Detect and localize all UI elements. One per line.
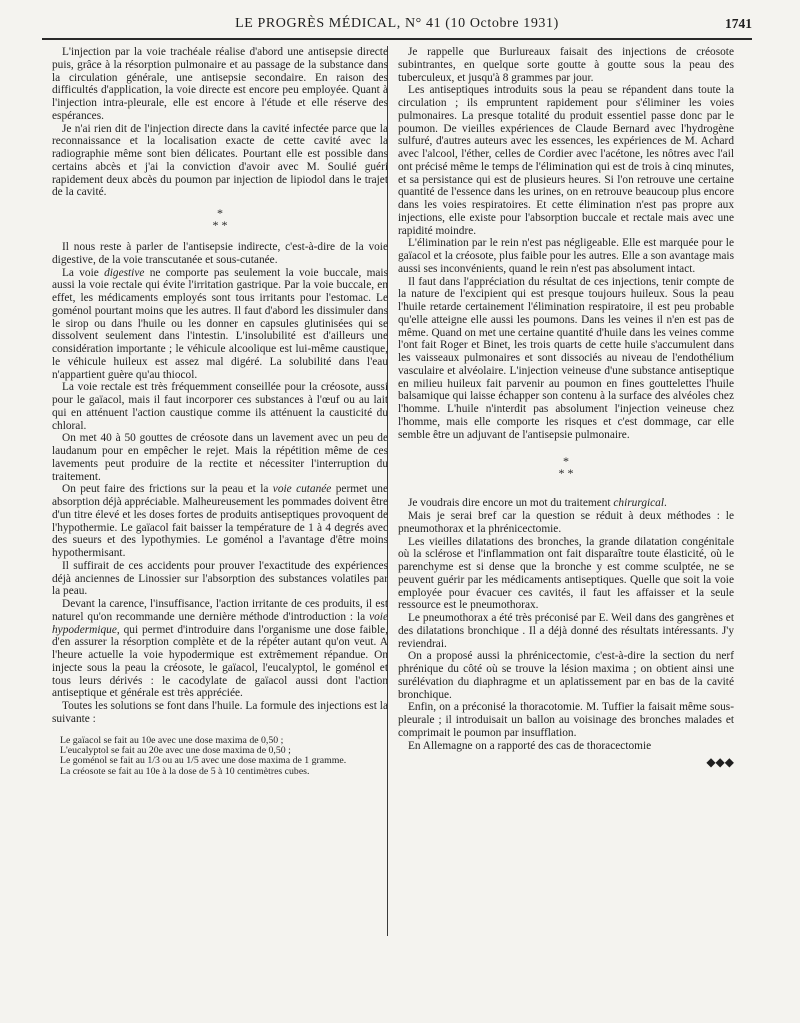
- page-number: 1741: [725, 16, 752, 31]
- journal-title: LE PROGRÈS MÉDICAL, N° 41 (10 Octobre 1931): [235, 16, 559, 31]
- formula-line: L'eucalyptol se fait au 20e avec une dose maxima de 0,50 ;: [60, 744, 291, 756]
- asterism: * * *: [558, 454, 574, 481]
- paragraph: Je n'ai rien dit de l'injection directe dans la cavité infectée parce que la reconnaissance et la localisation exacte de cette cavité avec la radiographie même sont bien délicates. Pourtant elle est possible dans certains abcès et j'ai la conviction d'avoir avec M. Soulié guéri rapidement deux abcès du poumon par injection de lipiodol dans le trajet de la cavité.: [52, 122, 388, 199]
- paragraph: [52, 267, 388, 382]
- text-run: On peut faire des frictions sur la peau et la: [62, 483, 273, 496]
- paragraph: Les antiseptiques introduits sous la peau se répandent dans toute la circulation ; ils empruntent rapidement pour s'éliminer les voies pulmonaires. La presque totalité du produit essentiel passe donc par le poumon. De vieilles expériences de Claude Bernard avec l'hydrogène sulfuré, d'autres auteurs avec les essences, les expériences de M. Achard avec l'alcool, l'éther, celles de Cordier avec l'acétone, les nôtres avec l'ail ont précisé même le temps de l'élimination qui est de trois à cinq minutes, et sa persistance qui est de plusieurs heures. Si l'on retrouve une certaine quantité de l'essence dans les urines, on en retrouve beaucoup plus encore dans les voies respiratoires. Et cette élimination n'est pas propre aux injections, elle existe pour l'absorption buccale et rectale mais avec une rapidité moindre.: [398, 84, 734, 237]
- right-column: [398, 46, 734, 769]
- end-ornament: ◆◆◆: [706, 755, 734, 770]
- text-run: ne comporte pas seulement la voie buccale, mais aussi la voie rectale qui évite l'irritation gastrique. Par la voie buccale, en effet, les médicaments employés sont tous irritants pour l'estomac. Le goménol pourtant moins que les autres. Il faut d'abord les dissimuler dans le sirop ou dans l'huile ou les donner en capsules glutinisées qui se dissolvent seulement dans l'intestin. L'insolubilité est d'ailleurs une considération importante ; le véhicule alcoolique est lui-même caustique, le véhicule huileux est assez mal digéré. La solubilité dans l'eau n'appartient guère qu'au thiocol.: [52, 266, 388, 381]
- page-header: [42, 14, 752, 40]
- paragraph: L'élimination par le rein n'est pas négligeable. Elle est marquée pour le gaïacol et la créosote, plus faible pour les autres. Elle a son avantage mais aussi ses inconvénients, quand le rein n'est pas absolument intact.: [398, 237, 734, 275]
- paragraph: Mais je serai bref car la question se réduit à deux méthodes : le pneumothorax et la phrénicectomie.: [398, 510, 734, 535]
- section-separator: [398, 441, 734, 497]
- formula-line: Le gaïacol se fait au 10e avec une dose maxima de 0,50 ;: [60, 734, 284, 746]
- paragraph: En Allemagne on a rapporté des cas de thoracectomie: [408, 739, 652, 752]
- paragraph: Il faut dans l'appréciation du résultat de ces injections, tenir compte de la nature de l'excipient qui est presque toujours huileux. Sous la peau l'huile retarde certainement l'élimination respiratoire, il est peu probable qu'elle atteigne elle aussi les poumons. Dans les veines il n'en est pas de même. Quand on met une certaine quantité d'huile dans les veines comme l'ont fait Roger et Binet, les trois quarts de cette huile s'accumulent dans les vaisseaux pulmonaires et sont dissociés au niveau de l'endothélium vasculaire et alvéolaire. L'injection veineuse d'une substance antiseptique en milieu huileux fait parvenir au poumon en fines gouttelettes l'huile balsamique qui laisse échapper son contenu à la surface des alvéoles chez l'homme. L'huile n'interdit pas absolument l'injection veineuse chez l'homme, mais elle comporte les risques et c'est dommage, car elle semble être un adjuvant de l'antisepsie pulmonaire.: [398, 275, 734, 441]
- formula-list: [52, 736, 388, 778]
- paragraph: Les vieilles dilatations des bronches, la grande dilatation congénitale où la sclérose et l'inflammation ont fait disparaître toute élasticité, où le parenchyme est si dense que la bronche y est comme sculptée, ne se peuvent guérir par les médicaments antiseptiques. Quelle que soit la voie employée pour évacuer ces cavités, il faut les affaisser et la seule ressource est le pneumothorax.: [398, 535, 734, 612]
- paragraph: [52, 483, 388, 560]
- paragraph: L'injection par la voie trachéale réalise d'abord une antisepsie directe puis, grâce à la résorption pulmonaire et au passage de la substance dans la circulation générale, une antisepsie secondaire. En raison des difficultés d'application, la voie directe est encore peu employée. Quant à l'injection intra-pleurale, elle est encore à l'étude et elle réserve des espérances.: [52, 46, 388, 122]
- italic-term: voie hypodermique: [52, 610, 388, 636]
- paragraph: Je rappelle que Burlureaux faisait des injections de créosote subintrantes, en quelque sorte goutte à goutte sous la peau des tuberculeux, et jusqu'à 8 grammes par jour.: [398, 46, 734, 84]
- section-separator: [52, 199, 388, 241]
- paragraph: Enfin, on a préconisé la thoracotomie. M. Tuffier la faisait même sous-pleurale ; il introduisait un ballon au voisinage des bronches malades et comprimait le poumon par insufflation.: [398, 701, 734, 739]
- paragraph: Il nous reste à parler de l'antisepsie indirecte, c'est-à-dire de la voie digestive, de la voie transcutanée et sous-cutanée.: [52, 241, 388, 266]
- paragraph: Le pneumothorax a été très préconisé par E. Weil dans des gangrènes et des dilatations bronchique . Il a déjà donné des résultats intéressants. J'y reviendrai.: [398, 612, 734, 650]
- paragraph: On met 40 à 50 gouttes de créosote dans un lavement avec un peu de laudanum pour en empêcher le rejet. Mais la répétition même de ces lavements peut produire de la rectite et nécessiter l'interruption du traitement.: [52, 432, 388, 483]
- italic-term: chirurgical: [613, 497, 665, 510]
- paragraph: [398, 497, 734, 510]
- paragraph: [52, 598, 388, 700]
- text-run: Devant la carence, l'insuffisance, l'action irritante de ces produits, il est naturel qu'on recommande une dernière méthode d'introduction : la: [52, 598, 388, 623]
- asterism: * * *: [212, 206, 228, 232]
- text-run: .: [664, 497, 667, 510]
- italic-term: voie cutanée: [272, 483, 332, 496]
- paragraph: Toutes les solutions se font dans l'huile. La formule des injections est la suivante :: [52, 700, 388, 725]
- text-run: permet une absorption déjà appréciable. Malheureusement les pommades doivent être d'un titre élevé et les doses fortes de produits antiseptiques provoquent de l'hypothermie. Le gaïacol fait baisser la température de 1 à 4 degrés avec des sueurs et des lypothymies. Le goménol a l'avantage d'être moins hypothermisant.: [52, 483, 389, 559]
- italic-term: digestive: [104, 266, 145, 279]
- formula-line: La créosote se fait au 10e à la dose de 5 à 10 centimètres cubes.: [60, 765, 310, 777]
- formula-line: Le goménol se fait au 1/3 ou au 1/5 avec une dose maxima de 1 gramme.: [60, 755, 347, 767]
- text-run: Je voudrais dire encore un mot du traitement: [408, 497, 614, 510]
- left-column: [52, 46, 388, 777]
- paragraph: On a proposé aussi la phrénicectomie, c'est-à-dire la section du nerf phrénique du côté où se trouve la lésion maxima ; on obtient ainsi une surélévation du diaphragme et un aplatissement par en bas de la cavité bronchique.: [398, 650, 734, 701]
- text-run: , qui permet d'introduire dans l'organisme une dose faible, d'en assurer la résorption complète et de la répéter autant qu'on veut. A l'heure actuelle la voie hypodermique est extrêmement répandue. On injecte sous la peau la créosote, le gaïacol, l'eucalyptol, le goménol et tous leurs dérivés : le cacodylate de gaïacol aussi dont l'action antiseptique et générale est très appréciée.: [52, 623, 388, 700]
- paragraph: La voie rectale est très fréquemment conseillée pour la créosote, aussi pour le gaïacol, mais il faut incorporer ces substances à l'œuf ou au lait qui en atténuent l'action caustique comme ils atténuent la causticité du chloral.: [52, 381, 388, 432]
- paragraph: Il suffirait de ces accidents pour prouver l'exactitude des expériences déjà anciennes de Linossier sur l'absorption des substances volatiles par la peau.: [52, 559, 388, 598]
- text-run: La voie: [62, 266, 105, 279]
